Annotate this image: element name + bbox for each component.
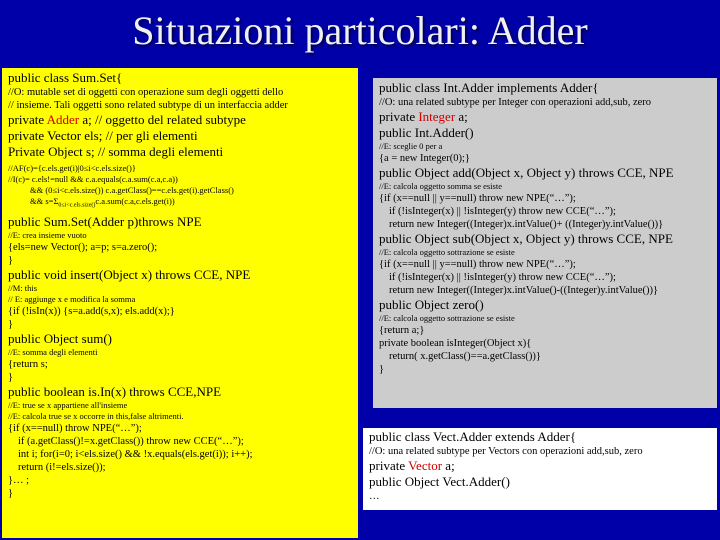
code-line: }: [379, 364, 385, 375]
modifies-comment: //M: this: [8, 282, 38, 293]
code-line: return (i!=els.size());: [18, 461, 106, 473]
field-type-highlight: Adder: [46, 112, 80, 127]
field-type-highlight: Vector: [408, 458, 443, 473]
effects-comment: //E: somma degli elementi: [8, 346, 98, 357]
field-declaration: Private Object s; // somma degli elementi: [8, 144, 224, 159]
code-line: }: [8, 254, 14, 266]
method-signature: public boolean is.In(x) throws CCE,NPE: [8, 383, 222, 399]
vect-adder-code-panel: [363, 428, 717, 510]
method-signature: private boolean isInteger(Object x){: [379, 338, 532, 349]
field-modifier: private: [8, 112, 47, 127]
effects-comment: //E: calcola oggetto somma se esiste: [379, 181, 502, 191]
field-declaration: private Vector els; // per gli elementi: [8, 128, 198, 143]
field-declaration: [369, 458, 711, 474]
method-signature: public Object zero(): [379, 297, 484, 312]
field-declaration: [379, 109, 711, 125]
code-line: }: [8, 318, 14, 330]
effects-comment: //E: calcola true se x occorre in this,false altrimenti.: [8, 410, 184, 421]
code-line: }: [8, 371, 14, 383]
code-line: {return a;}: [379, 325, 425, 336]
code-line: {return s;: [8, 358, 48, 370]
abstraction-function: //AF(c)={c.els.get(i)|0≤i<c.els.size()}: [8, 163, 136, 173]
code-line: {a = new Integer(0);}: [379, 153, 470, 164]
rep-invariant-sum-body: c.a.sum(c.a,c.els.get(i)): [95, 196, 175, 206]
overview-comment: // insieme. Tali oggetti sono related subtype di un interfaccia adder: [8, 100, 288, 111]
field-modifier: private: [379, 109, 419, 124]
code-line: return new Integer((Integer)x.intValue()-((Integer)y.intValue())}: [389, 285, 659, 296]
overview-comment: //O: una related subtype per Vectors con operazioni add,sub, zero: [369, 446, 643, 457]
code-line: if (!isInteger(x) || !isInteger(y) throw new CCE(“…”);: [389, 272, 616, 283]
rep-invariant: //I(c)= c.els!=null && c.a.equals(c.a.sum(c.a,c.a)): [8, 174, 178, 184]
constructor-signature: public Sum.Set(Adder p)throws NPE: [8, 213, 202, 229]
rep-invariant: [8, 196, 352, 212]
code-line: int i; for(i=0; i<els.size() && !x.equals(els.get(i)); i++);: [18, 448, 253, 460]
field-rest: a; // oggetto del related subtype: [79, 112, 246, 127]
method-signature: public void insert(Object x) throws CCE, NPE: [8, 266, 251, 282]
code-line: }… ;: [8, 474, 30, 486]
code-line: {if (x==null) throw NPE(“…”);: [8, 422, 142, 434]
constructor-signature: public Object Vect.Adder(): [369, 474, 510, 489]
effects-comment: //E: calcola oggetto sottrazione se esiste: [379, 247, 515, 257]
sum-range-subscript: 0≤i<c.els.size(): [58, 202, 96, 209]
method-signature: public Object sum(): [8, 330, 112, 346]
code-line: if (!isInteger(x) || !isInteger(y) throw new CCE(“…”);: [389, 206, 616, 217]
effects-comment: //E: calcola oggetto sottrazione se esiste: [379, 313, 515, 323]
field-declaration: [8, 112, 352, 128]
field-rest: a;: [455, 109, 468, 124]
constructor-signature: public Int.Adder(): [379, 125, 474, 140]
ellipsis: …: [369, 491, 380, 502]
method-signature: public Object sub(Object x, Object y) throws CCE, NPE: [379, 231, 673, 246]
class-declaration: public class Vect.Adder extends Adder{: [369, 429, 577, 444]
code-line: {els=new Vector(); a=p; s=a.zero();: [8, 241, 158, 253]
code-line: {if (x==null || y==null) throw new NPE(“…”);: [379, 193, 576, 204]
class-declaration: public class Sum.Set{: [8, 70, 123, 85]
code-line: }: [8, 487, 14, 499]
overview-comment: //O: mutable set di oggetti con operazione sum degli oggetti dello: [8, 87, 284, 98]
code-line: return( x.getClass()==a.getClass())}: [389, 351, 541, 362]
overview-comment: //O: una related subtype per Integer con operazioni add,sub, zero: [379, 97, 652, 108]
effects-comment: // E: aggiunge x e modifica la somma: [8, 293, 136, 304]
field-modifier: private: [369, 458, 409, 473]
field-rest: a;: [442, 458, 455, 473]
code-line: return new Integer((Integer)x.intValue()+ ((Integer)y.intValue())}: [389, 219, 664, 230]
field-type-highlight: Integer: [418, 109, 456, 124]
int-adder-code-panel: [373, 78, 717, 408]
code-line: if (a.getClass()!=x.getClass()) throw new CCE(“…”);: [18, 435, 244, 447]
slide-title: Situazioni particolari: Adder: [132, 8, 588, 53]
code-line: {if (!isIn(x)) {s=a.add(s,x); els.add(x);}: [8, 305, 175, 317]
sum-set-code-panel: [2, 68, 358, 538]
method-signature: public Object add(Object x, Object y) throws CCE, NPE: [379, 165, 674, 180]
effects-comment: //E: crea insieme vuoto: [8, 229, 87, 240]
code-line: {if (x==null || y==null) throw new NPE(“…”);: [379, 259, 576, 270]
rep-invariant-sum: && s=Σ: [30, 196, 59, 206]
class-declaration: public class Int.Adder implements Adder{: [379, 80, 599, 95]
effects-comment: //E: true se x appartiene all'insieme: [8, 399, 128, 410]
rep-invariant: && (0≤i<c.els.size()) c.a.getClass()==c.els.get(i).getClass(): [30, 185, 234, 195]
effects-comment: //E: sceglie 0 per a: [379, 141, 443, 151]
